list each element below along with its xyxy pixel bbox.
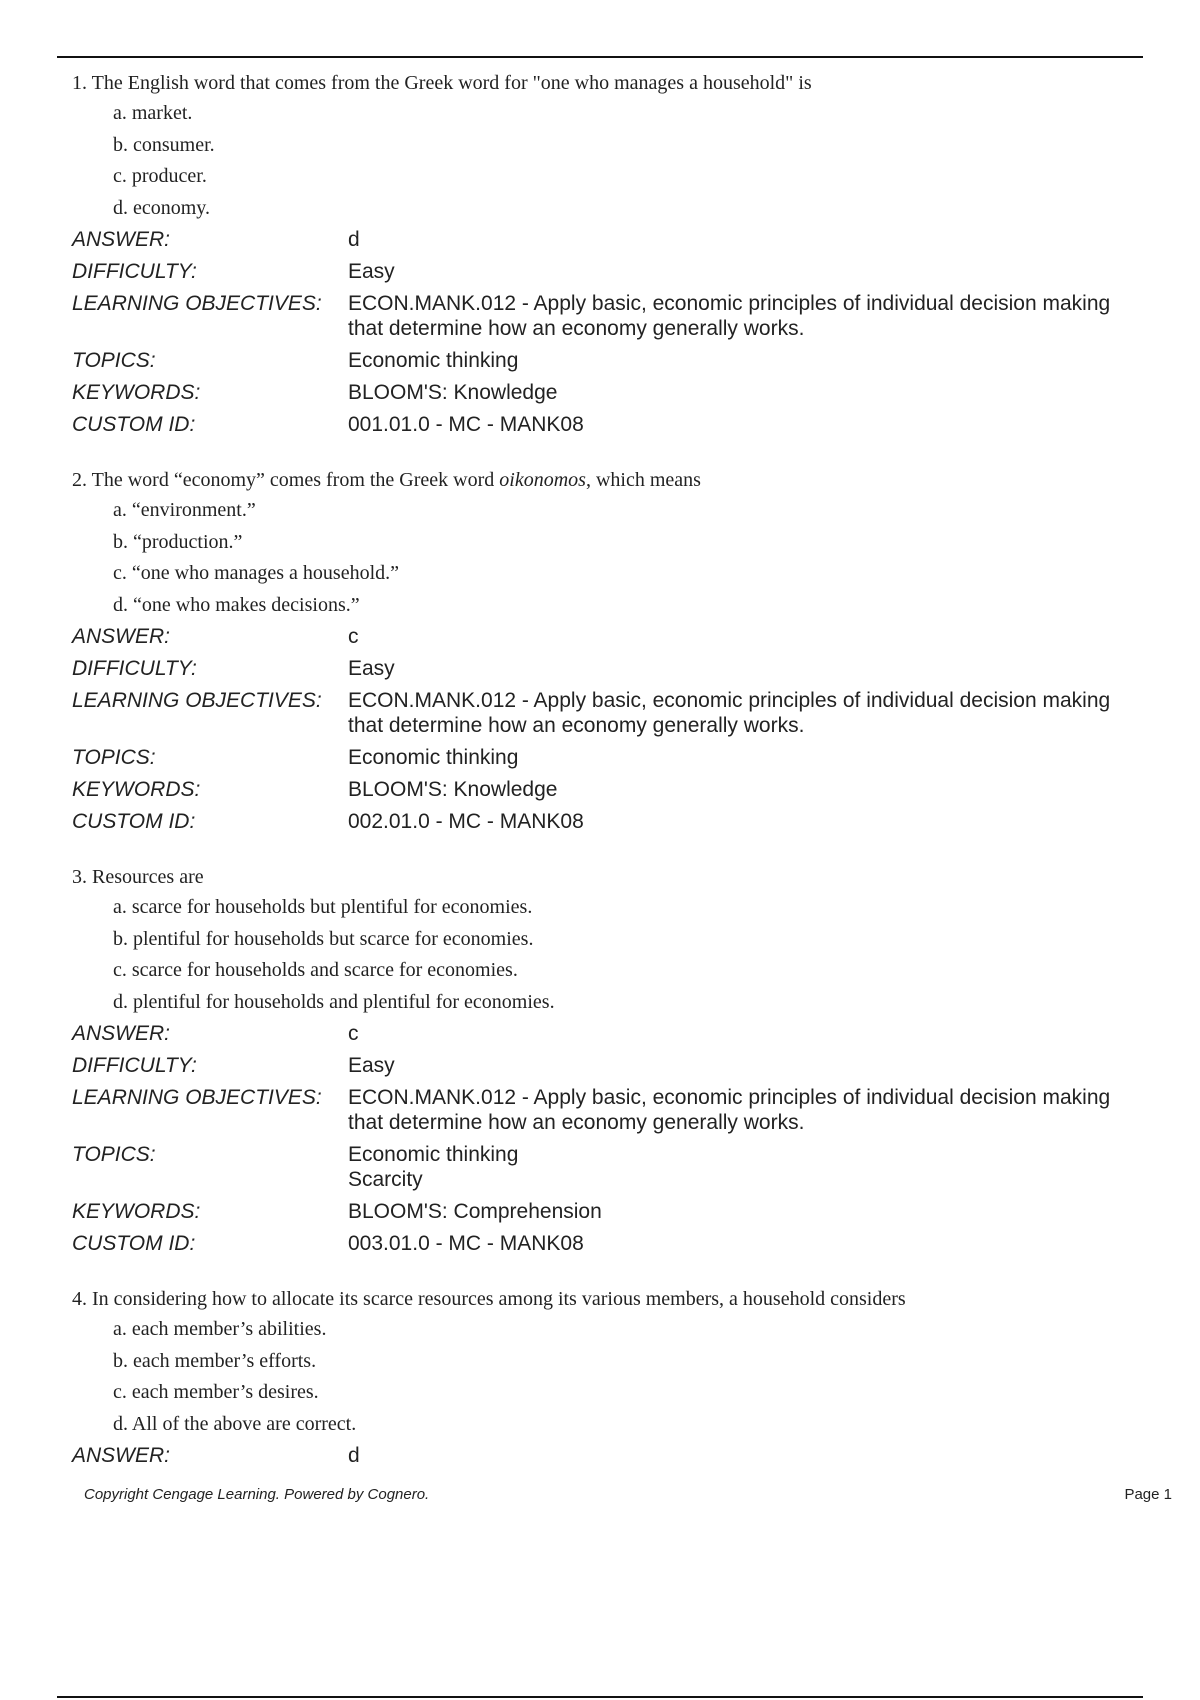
- question-2: [72, 465, 1172, 838]
- keywords-label: KEYWORDS:: [72, 381, 201, 404]
- keywords-value: BLOOM'S: Knowledge: [348, 778, 558, 801]
- difficulty-value: Easy: [348, 1054, 395, 1077]
- option-c: c. scarce for households and scarce for economies.: [113, 959, 518, 981]
- topics-label: TOPICS:: [72, 1143, 156, 1166]
- option-a: a. each member’s abilities.: [113, 1318, 327, 1340]
- topics-value: Economic thinking: [348, 349, 519, 372]
- difficulty-label: DIFFICULTY:: [72, 260, 197, 283]
- answer-value: c: [348, 1022, 359, 1045]
- question-stem: [72, 862, 1172, 892]
- question-list: [72, 68, 1172, 1496]
- topic-line: Scarcity: [348, 1168, 423, 1191]
- question-metadata: [72, 1440, 1172, 1472]
- topics-label: TOPICS:: [72, 349, 156, 372]
- stem-text: 3. Resources are: [72, 866, 204, 888]
- option-b: b. each member’s efforts.: [113, 1349, 317, 1372]
- option-d: d. “one who makes decisions.”: [113, 593, 360, 616]
- learning-objective-line: ECON.MANK.012 - Apply basic, economic principles of individual decision making: [348, 689, 1111, 712]
- option-b: b. consumer.: [113, 133, 215, 156]
- learning-objectives-label: LEARNING OBJECTIVES:: [72, 1086, 322, 1109]
- option-a: a. “environment.”: [113, 499, 256, 521]
- answer-options: [72, 98, 1172, 224]
- question-metadata: [72, 621, 1172, 838]
- option-a: a. market.: [113, 102, 193, 124]
- learning-objectives-label: LEARNING OBJECTIVES:: [72, 689, 322, 712]
- answer-label: ANSWER:: [72, 625, 171, 648]
- question-metadata: [72, 1018, 1172, 1260]
- custom-id-value: 003.01.0 - MC - MANK08: [348, 1232, 584, 1255]
- learning-objective-line: that determine how an economy generally works.: [348, 1111, 805, 1134]
- copyright-notice: Copyright Cengage Learning. Powered by Cognero.: [84, 1486, 430, 1503]
- keywords-label: KEYWORDS:: [72, 778, 201, 801]
- answer-label: ANSWER:: [72, 1444, 171, 1467]
- bottom-rule: [57, 1696, 1143, 1698]
- answer-value: d: [348, 1444, 360, 1467]
- stem-text-suffix: , which means: [585, 469, 701, 491]
- learning-objective-line: that determine how an economy generally works.: [348, 714, 805, 737]
- answer-label: ANSWER:: [72, 228, 171, 251]
- answer-label: ANSWER:: [72, 1022, 171, 1045]
- custom-id-value: 002.01.0 - MC - MANK08: [348, 810, 584, 833]
- topics-value: Economic thinking: [348, 746, 519, 769]
- keywords-value: BLOOM'S: Knowledge: [348, 381, 558, 404]
- stem-text: 4. In considering how to allocate its scarce resources among its various members, a household considers: [72, 1288, 906, 1310]
- question-4: [72, 1284, 1172, 1472]
- option-b: b. plentiful for households but scarce for economies.: [113, 927, 534, 950]
- learning-objectives-value: [348, 685, 1172, 742]
- learning-objectives-value: [348, 1082, 1172, 1139]
- custom-id-value: 001.01.0 - MC - MANK08: [348, 413, 584, 436]
- stem-text: 2. The word “economy” comes from the Greek word: [72, 469, 500, 491]
- custom-id-label: CUSTOM ID:: [72, 1232, 196, 1255]
- topics-value: [348, 1139, 1172, 1196]
- question-stem: [72, 68, 1172, 98]
- difficulty-label: DIFFICULTY:: [72, 657, 197, 680]
- learning-objectives-label: LEARNING OBJECTIVES:: [72, 292, 322, 315]
- question-stem: [72, 1284, 1172, 1314]
- custom-id-label: CUSTOM ID:: [72, 413, 196, 436]
- topic-line: Economic thinking: [348, 1143, 519, 1166]
- learning-objective-line: ECON.MANK.012 - Apply basic, economic principles of individual decision making: [348, 292, 1111, 315]
- answer-options: [72, 1314, 1172, 1440]
- option-c: c. producer.: [113, 165, 207, 187]
- keywords-value: BLOOM'S: Comprehension: [348, 1200, 602, 1223]
- answer-options: [72, 495, 1172, 621]
- top-rule: [57, 56, 1143, 58]
- option-c: c. “one who manages a household.”: [113, 562, 400, 584]
- difficulty-value: Easy: [348, 260, 395, 283]
- keywords-label: KEYWORDS:: [72, 1200, 201, 1223]
- question-stem: [72, 465, 1172, 495]
- learning-objective-line: ECON.MANK.012 - Apply basic, economic principles of individual decision making: [348, 1086, 1111, 1109]
- learning-objective-line: that determine how an economy generally works.: [348, 317, 805, 340]
- custom-id-label: CUSTOM ID:: [72, 810, 196, 833]
- difficulty-label: DIFFICULTY:: [72, 1054, 197, 1077]
- option-d: d. economy.: [113, 196, 211, 219]
- difficulty-value: Easy: [348, 657, 395, 680]
- answer-options: [72, 892, 1172, 1018]
- stem-italic-term: oikonomos: [499, 469, 586, 491]
- option-a: a. scarce for households but plentiful for economies.: [113, 896, 533, 918]
- option-d: d. plentiful for households and plentiful for economies.: [113, 990, 555, 1013]
- learning-objectives-value: [348, 288, 1172, 345]
- answer-value: c: [348, 625, 359, 648]
- topics-label: TOPICS:: [72, 746, 156, 769]
- option-b: b. “production.”: [113, 530, 243, 553]
- option-c: c. each member’s desires.: [113, 1381, 319, 1403]
- question-3: [72, 862, 1172, 1260]
- answer-value: d: [348, 228, 360, 251]
- stem-text: 1. The English word that comes from the Greek word for "one who manages a household" is: [72, 72, 812, 94]
- question-metadata: [72, 224, 1172, 441]
- question-1: [72, 68, 1172, 441]
- option-d: d. All of the above are correct.: [113, 1412, 357, 1435]
- page-number: Page 1: [1124, 1486, 1172, 1503]
